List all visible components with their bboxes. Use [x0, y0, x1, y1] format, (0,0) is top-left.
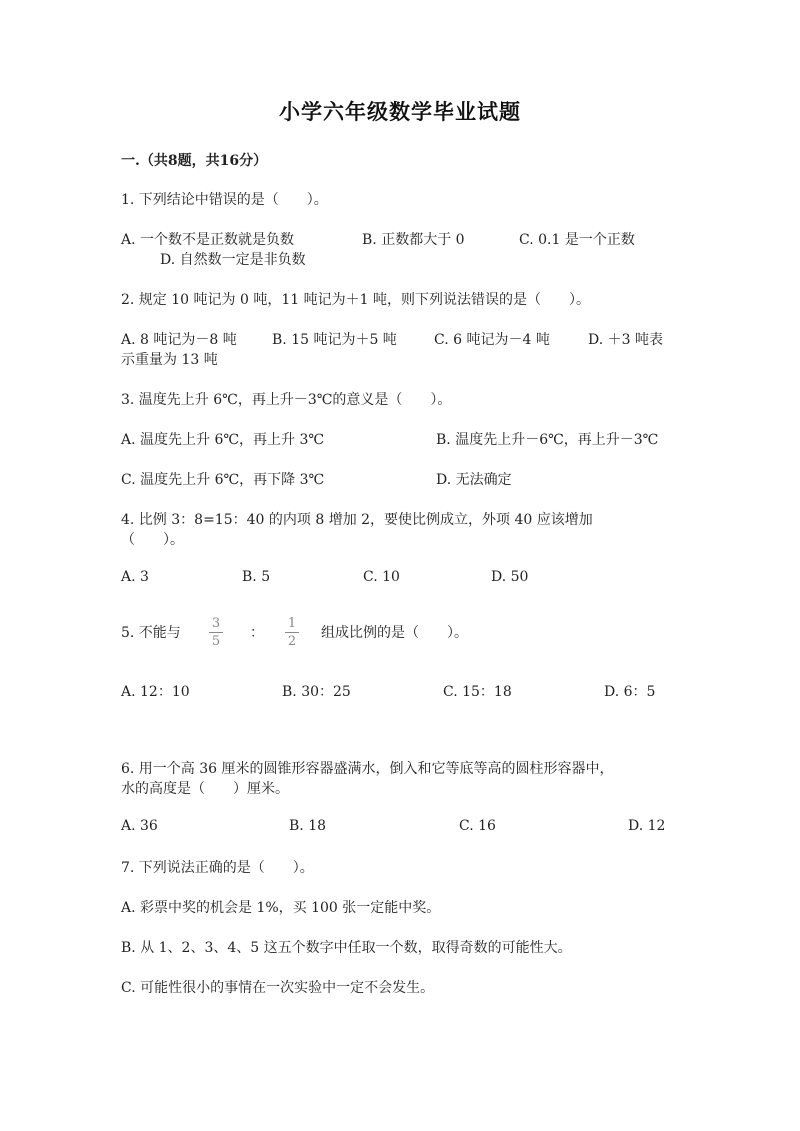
q4-option-b: B. 5 — [242, 569, 271, 585]
question-5-stem-suffix: 组成比例的是（ ）。 — [321, 625, 468, 641]
q5-option-c: C. 15：18 — [443, 684, 512, 700]
q1-option-a: A. 一个数不是正数就是负数 — [121, 232, 295, 248]
q4-option-a: A. 3 — [121, 569, 149, 585]
q3-option-a: A. 温度先上升 6℃，再上升 3℃ — [121, 432, 325, 448]
question-1-stem: 1. 下列结论中错误的是（ ）。 — [121, 192, 328, 208]
fraction-a-denominator: 5 — [211, 634, 221, 649]
q5-option-a: A. 12：10 — [121, 684, 190, 700]
q6-option-c: C. 16 — [459, 818, 496, 834]
q2-option-b: B. 15 吨记为＋5 吨 — [272, 332, 397, 348]
ratio-colon: ： — [250, 625, 264, 641]
q1-option-d: D. 自然数一定是非负数 — [160, 252, 306, 268]
q7-option-c: C. 可能性很小的事情在一次实验中一定不会发生。 — [121, 980, 435, 996]
q6-option-b: B. 18 — [289, 818, 327, 834]
question-2-stem: 2. 规定 10 吨记为 0 吨，11 吨记为＋1 吨，则下列说法错误的是（ ）。 — [121, 292, 590, 308]
fraction-b-denominator: 2 — [287, 634, 297, 649]
question-4-stem: 4. 比例 3：8=15：40 的内项 8 增加 2，要使比例成立，外项 40 应该增加 — [121, 512, 593, 528]
question-5-stem-prefix: 5. 不能与 — [121, 625, 181, 641]
fraction-a-bar — [209, 632, 223, 633]
q5-option-d: D. 6：5 — [604, 684, 656, 700]
q2-option-d-continuation: 示重量为 13 吨 — [121, 352, 218, 368]
fraction-a-numerator: 3 — [211, 616, 221, 631]
q3-option-b: B. 温度先上升－6℃，再上升－3℃ — [436, 432, 659, 448]
fraction-b-numerator: 1 — [287, 616, 297, 631]
page-title: 小学六年级数学毕业试题 — [279, 99, 521, 124]
q6-option-d: D. 12 — [628, 818, 666, 834]
q2-option-c: C. 6 吨记为－4 吨 — [434, 332, 550, 348]
question-6-stem: 6. 用一个高 36 厘米的圆锥形容器盛满水，倒入和它等底等高的圆柱形容器中， — [121, 761, 614, 777]
q3-option-c: C. 温度先上升 6℃，再下降 3℃ — [121, 472, 325, 488]
q1-option-b: B. 正数都大于 0 — [362, 232, 465, 248]
fraction-three-fifths — [209, 616, 223, 649]
q1-option-c: C. 0.1 是一个正数 — [519, 232, 635, 248]
q4-option-d: D. 50 — [491, 569, 529, 585]
fraction-one-half — [285, 616, 299, 649]
q2-option-a: A. 8 吨记为－8 吨 — [121, 332, 237, 348]
question-7-stem: 7. 下列说法正确的是（ ）。 — [121, 860, 314, 876]
question-3-stem: 3. 温度先上升 6℃，再上升－3℃的意义是（ ）。 — [121, 392, 452, 408]
fraction-b-bar — [285, 632, 299, 633]
question-6-stem-continuation: 水的高度是（ ）厘米。 — [121, 781, 289, 797]
q5-option-b: B. 30：25 — [282, 684, 351, 700]
q2-option-d: D. ＋3 吨表 — [588, 332, 663, 348]
q6-option-a: A. 36 — [121, 818, 158, 834]
q4-option-c: C. 10 — [363, 569, 400, 585]
q7-option-b: B. 从 1、2、3、4、5 这五个数字中任取一个数，取得奇数的可能性大。 — [121, 940, 572, 956]
q3-option-d: D. 无法确定 — [436, 472, 512, 488]
q7-option-a: A. 彩票中奖的机会是 1%，买 100 张一定能中奖。 — [121, 900, 441, 916]
section-header: 一.（共8题，共16分） — [121, 153, 268, 169]
question-4-stem-continuation: （ ）。 — [121, 532, 184, 548]
